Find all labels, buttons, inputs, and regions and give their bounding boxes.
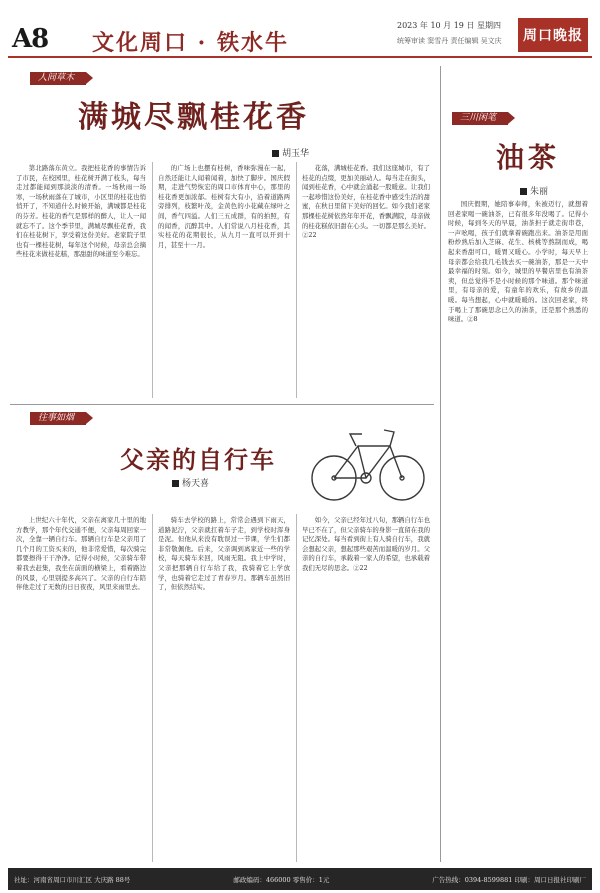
newspaper-logo: 周口晚报 [518,18,588,52]
body-text: 骑车去学校的路上，常常会遇到下雨天，道路泥泞，父亲就扛着车子走，到学校时浑身是泥。但他从来没有耽误过一节课，学生们都非常敬佩他。后来，父亲调到离家近一些的学校，每天骑车来回，风雨无阻。我上中学时，父亲把那辆自行车给了我，我骑着它上学放学，也骑着它走过了青春岁月。那辆车虽然旧了，但依然结实。 [158,516,290,592]
author-name: 胡玉华 [282,149,310,159]
body-text: 的广场上也摆有桂树，香味弥漫在一起，自然还能让人闻着闻着，加快了脚步。国庆假期，走进气势恢宏的周口市体育中心，那里的桂花香更加浓郁。桂树有大有小，沿着道路两旁排列，枝繁叶茂，金黄色的小花藏在绿叶之间，香气四溢。人们三五成群，有的拍照，有的闻香，沉醉其中。人们常说八月桂花香，其实桂花的花期很长，从九月一直可以开到十月，甚至十一月。 [158,164,290,249]
body-text: 国庆假期，她陪事奉师，朱被迈行，就想着回老家喝一碗油茶，已有很多年没喝了。记得小时候，每到冬天的早晨，油茶担子就走街串巷，一声吆喝，孩子们就拿着碗跑出来。油茶是用面粉炒熟后加入芝麻、花生、核桃等熬制而成，喝起来香甜可口，暖胃又暖心。小学时，每天早上母亲都会给我几毛钱去买一碗油茶，那是一天中最幸福的时刻。如今，城里的早餐店里也有油茶卖，但总觉得不是小时候的那个味道。那个味道里，有母亲的爱，有童年的欢乐，有故乡的温暖。每当想起，心中就暖暖的。这次回老家，终于喝上了那碗思念已久的油茶，还是那个熟悉的味道。②8 [448,200,588,324]
column-divider [152,514,153,862]
column-divider [152,162,153,398]
body-text: 花落，满城桂花香。我们这座城市，有了桂花的点缀，更加美丽动人。每当走在街头，闻到桂花香，心中就会涌起一股暖意。让我们一起珍惜这份美好，在桂花香中感受生活的甜蜜，在秋日里留下美好的回忆。如今我们老家那棵桂花树依然年年开花，香飘满院，母亲做的桂花糕依旧甜在心头。一切都是那么美好。②22 [302,164,430,240]
article-author-guihua [272,146,309,159]
author-marker-icon [520,188,527,195]
section-title: 文化周口 · 铁水牛 [92,30,289,56]
article-title-guihua: 满城尽飘桂花香 [78,100,309,135]
author-name: 朱丽 [530,187,549,197]
footer-ad-line: 广告热线：0394-8599881 印刷：周口日报社印刷厂 [432,875,586,884]
article-author-zixingche [172,476,209,489]
section-divider [10,404,434,405]
article-title-zixingche: 父亲的自行车 [120,445,276,474]
issue-date: 2023 年 10 月 19 日 星期四 [397,21,501,30]
footer-postal: 邮政编码：466000 零售价：1元 [233,875,330,884]
bicycle-illustration [306,420,430,504]
author-name: 杨天喜 [182,479,210,489]
article-body-col1 [16,164,146,396]
header-rule [8,56,592,58]
section-divider [440,66,441,862]
body-text: 第北路落东黄立。我把桂花香的事情告诉了市民，在校园里，桂花树开满了枝头，每当走过都能闻到那淡淡的清香。一场秋雨一场寒，一场秋雨落在了城市，小区里的桂花也悄悄开了，不知道什么时候开始，满城都是桂花的芬芳。桂花的香气是那样的醉人，让人一闻就忘不了。这个季节里，满城尽飘桂花香，我们在桂花树下，享受着这份美好。老家院子里也有一棵桂花树，每年这个时候，母亲总会摘些桂花来做桂花糕，那甜甜的味道至今难忘。 [16,164,146,259]
article-author-youcha [520,184,548,197]
page-number: A8 [12,24,49,54]
column-tag-wangshi: 往事如烟 [30,412,86,425]
article-body-col2 [158,164,290,396]
editor-credits: 统筹审读 窦雪丹 责任编辑 吴文庆 [397,37,502,45]
page-footer [8,868,592,890]
article-body-col3 [302,164,430,396]
author-marker-icon [272,150,279,157]
article-body-youcha [448,200,588,862]
body-text: 上世纪六十年代，父亲在离家几十里的地方教学，那个年代交通不便，父亲每周回家一次，全靠一辆自行车。那辆自行车是父亲用了几个月的工资买来的，他非常爱惜，每次骑完都要擦得干干净净。记得小时候，父亲骑车带着我去赶集，我坐在前面的横梁上，看着路边的风景，心里别提多高兴了。父亲的自行车陪伴他走过了无数的日日夜夜，风里来雨里去。 [16,516,146,592]
footer-address: 社址：河南省周口市川汇区 大庆路 88号 [14,875,131,884]
column-divider [296,162,297,398]
article-body-col2 [158,516,290,860]
article-title-youcha: 油茶 [496,141,561,174]
article-body-col3 [302,516,430,860]
page-header [0,0,600,58]
article-body-col1 [16,516,146,860]
column-tag-sanchuan: 三川闲笔 [452,112,508,125]
column-divider [296,514,297,862]
column-tag-renjian: 人间草木 [30,72,86,85]
body-text: 如今，父亲已经年过八旬，那辆自行车也早已不在了，但父亲骑车的身影一直留在我的记忆深处。每当看到街上有人骑自行车，我就会想起父亲，想起那些艰苦而温暖的岁月。父亲的自行车，承载着一家人的希望，也承载着我们无尽的思念。②22 [302,516,430,572]
author-marker-icon [172,480,179,487]
